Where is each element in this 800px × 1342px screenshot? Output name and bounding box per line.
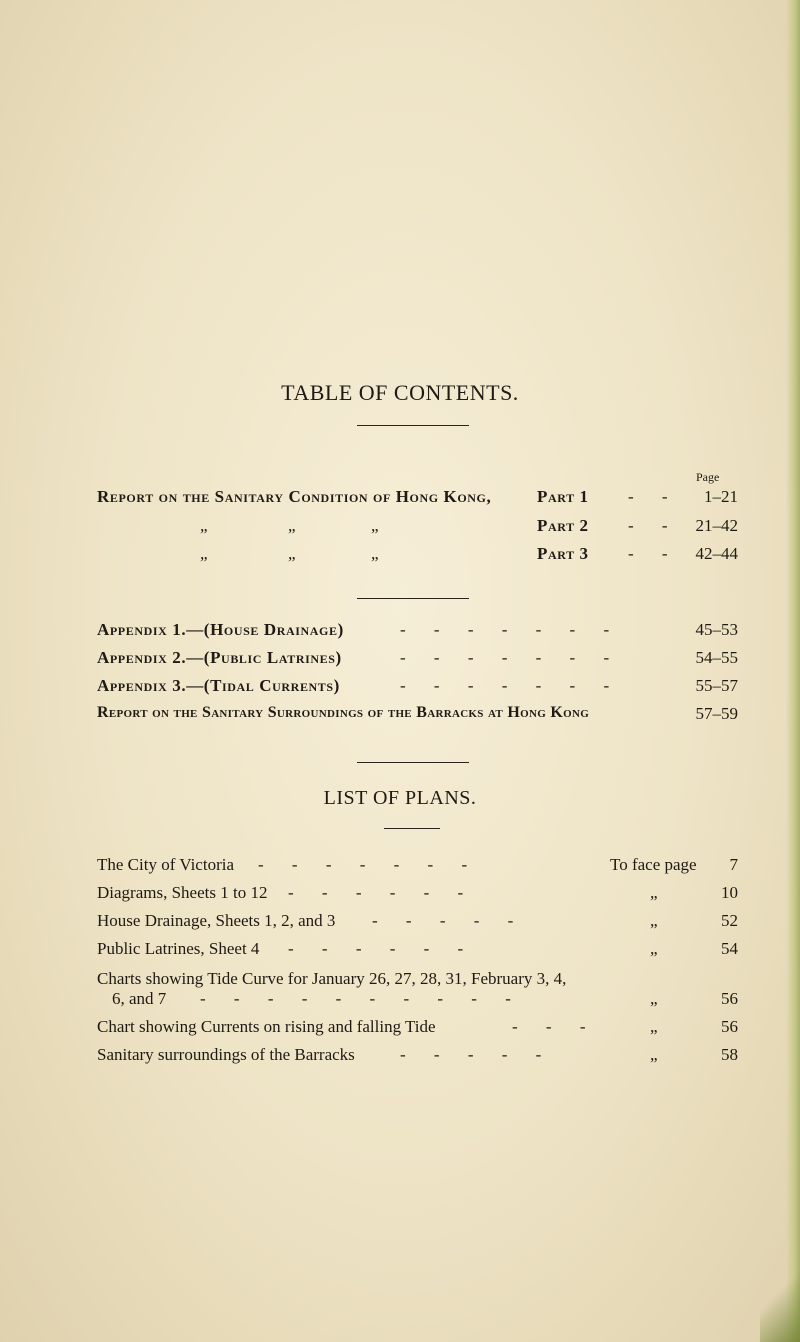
page-range: 54–55 <box>695 648 738 667</box>
section-rule <box>357 598 469 599</box>
part-label: Part 1 <box>537 487 589 506</box>
leader-dots: - - - - - <box>372 911 526 930</box>
report-main-label: Report on the Sanitary Condition of Hong Kong, <box>97 487 492 506</box>
page-corner-stain <box>760 1262 800 1342</box>
leader-dots: - - - - - - - <box>400 620 622 639</box>
ditto-mark: „ <box>650 939 658 958</box>
title-rule <box>357 425 469 426</box>
page-range: 42–44 <box>695 544 738 563</box>
page-range: 55–57 <box>695 676 738 695</box>
plans-title: LIST OF PLANS. <box>323 787 477 809</box>
plan-page: 58 <box>721 1045 738 1064</box>
plan-label: Public Latrines, Sheet 4 <box>97 939 260 958</box>
appendix-label: Appendix 1.—(House Drainage) <box>97 620 344 639</box>
plan-label: Charts showing Tide Curve for January 26, 27, 28, 31, February 3, 4, <box>97 969 567 988</box>
contents-title: TABLE OF CONTENTS. <box>281 380 519 405</box>
plan-page: 56 <box>721 989 738 1008</box>
page-range: 1–21 <box>704 487 738 506</box>
ditto-mark: „ <box>288 544 296 563</box>
page-edge <box>786 0 800 1342</box>
ditto-mark: „ <box>650 1045 658 1064</box>
plan-label: Chart showing Currents on rising and falling Tide <box>97 1017 436 1036</box>
plan-label: Sanitary surroundings of the Barracks <box>97 1045 355 1064</box>
leader-dots: - - - <box>512 1017 598 1036</box>
plan-page: 52 <box>721 911 738 930</box>
leader-dots: - - <box>628 544 680 563</box>
ditto-mark: „ <box>200 516 208 535</box>
plan-page: 7 <box>729 855 738 874</box>
ditto-mark: „ <box>650 883 658 902</box>
part-label: Part 3 <box>537 544 589 563</box>
leader-dots: - - <box>628 487 680 506</box>
ditto-mark: „ <box>288 516 296 535</box>
ditto-mark: „ <box>650 911 658 930</box>
plan-label: House Drainage, Sheets 1, 2, and 3 <box>97 911 336 930</box>
ditto-mark: „ <box>650 989 658 1008</box>
to-face-label: To face page <box>610 855 697 874</box>
leader-dots: - - - - - - - <box>400 676 622 695</box>
leader-dots: - - - - - - - <box>258 855 480 874</box>
plan-label-continued: 6, and 7 <box>112 989 167 1008</box>
plan-label: The City of Victoria <box>97 855 234 874</box>
part-label: Part 2 <box>537 516 589 535</box>
leader-dots: - - - - - <box>400 1045 554 1064</box>
plans-title-rule <box>384 828 440 829</box>
ditto-mark: „ <box>650 1017 658 1036</box>
leader-dots: - - - - - - - <box>400 648 622 667</box>
page-range: 45–53 <box>695 620 738 639</box>
leader-dots: - - - - - - <box>288 883 476 902</box>
ditto-mark: „ <box>200 544 208 563</box>
ditto-mark: „ <box>371 544 379 563</box>
page-range: 57–59 <box>695 704 738 723</box>
barracks-report-label: Report on the Sanitary Surroundings of the Barracks at Hong Kong <box>97 704 590 721</box>
page-range: 21–42 <box>695 516 738 535</box>
ditto-mark: „ <box>371 516 379 535</box>
plan-page: 10 <box>721 883 738 902</box>
appendix-label: Appendix 3.—(Tidal Currents) <box>97 676 340 695</box>
plan-page: 56 <box>721 1017 738 1036</box>
page-column-header: Page <box>696 470 720 484</box>
leader-dots: - - <box>628 516 680 535</box>
section-rule <box>357 762 469 763</box>
plan-label: Diagrams, Sheets 1 to 12 <box>97 883 268 902</box>
plan-page: 54 <box>721 939 738 958</box>
appendix-label: Appendix 2.—(Public Latrines) <box>97 648 342 667</box>
leader-dots: - - - - - - <box>288 939 476 958</box>
leader-dots: - - - - - - - - - - <box>200 989 523 1008</box>
